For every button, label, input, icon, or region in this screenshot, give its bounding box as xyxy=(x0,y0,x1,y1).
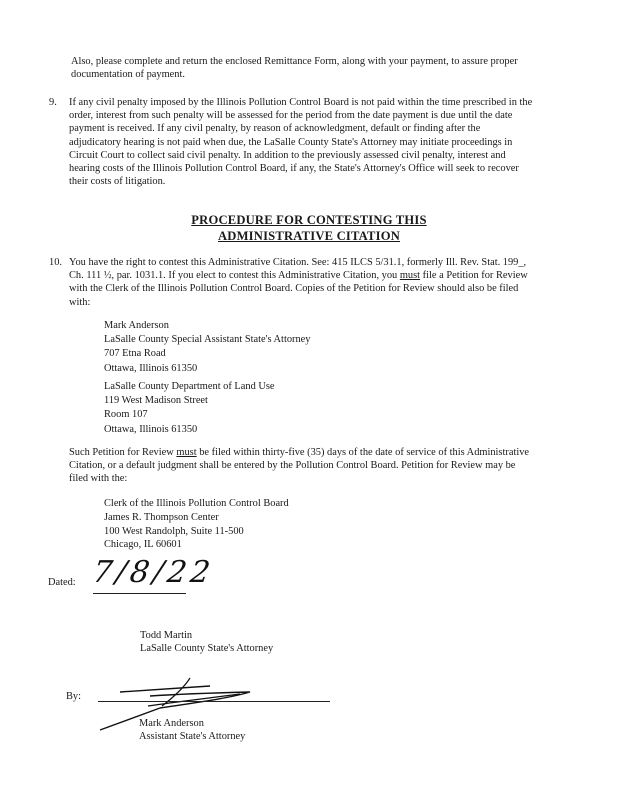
by-label: By: xyxy=(66,691,82,702)
item-9-line: Circuit Court to collect said civil penalty. In addition to the previously assessed civil penalty, interest and xyxy=(69,149,506,161)
intro-line-1: Also, please complete and return the enclosed Remittance Form, along with your payment, to assure proper xyxy=(71,56,518,67)
addressee-street: 100 West Randolph, Suite 11-500 xyxy=(104,525,244,537)
filing-line: filed with the: xyxy=(69,473,128,485)
item-10-paragraph xyxy=(69,256,528,309)
signer-name: Todd Martin xyxy=(140,630,193,641)
signer-name: Mark Anderson xyxy=(139,718,204,729)
item-9-line: order, interest from such penalty will be assessed for the period from the date payment is due until the date xyxy=(69,110,513,122)
dated-label: Dated: xyxy=(48,577,76,588)
item-10-line: with the Clerk of the Illinois Pollution Control Board. Copies of the Petition for Review should also be filed xyxy=(69,283,519,295)
item-10-line: with: xyxy=(69,296,91,308)
addressee-city: Ottawa, Illinois 61350 xyxy=(104,423,198,435)
must-emphasis: must xyxy=(399,270,421,282)
addressee-title: LaSalle County Special Assistant State's Attorney xyxy=(104,334,311,346)
signer-assistant-attorney xyxy=(139,717,245,743)
filing-paragraph xyxy=(69,446,529,486)
item-10-line: You have the right to contest this Administrative Citation. See: 415 ILCS 5/31.1, formerly Ill. Rev. Stat. 199_, xyxy=(69,257,527,268)
must-emphasis: must xyxy=(176,447,197,458)
procedure-heading-line-1: PROCEDURE FOR CONTESTING THIS xyxy=(191,213,427,227)
addressee-street: 707 Etna Road xyxy=(104,348,166,360)
procedure-heading-line-2: ADMINISTRATIVE CITATION xyxy=(218,229,400,243)
addressee-name: Mark Anderson xyxy=(104,320,169,331)
addressee-room: Room 107 xyxy=(104,409,148,421)
address-block-anderson xyxy=(104,319,311,376)
item-10-number: 10. xyxy=(49,257,62,268)
address-block-land-use xyxy=(104,380,275,437)
addressee-city: Chicago, IL 60601 xyxy=(104,539,182,551)
item-9-paragraph xyxy=(69,96,532,188)
item-9-line: their costs of litigation. xyxy=(69,176,166,188)
handwritten-date: 7/8/22 xyxy=(90,555,217,590)
signer-title: LaSalle County State's Attorney xyxy=(140,643,274,655)
item-9-line: adjudicatory hearing is not paid when due, the LaSalle County State's Attorney may initiate proceedings in xyxy=(69,136,513,148)
signature-line xyxy=(98,701,330,702)
signer-title: Assistant State's Attorney xyxy=(139,731,246,743)
filing-line: Citation, or a default judgment shall be entered by the Pollution Control Board. Petition for Review may be xyxy=(69,460,516,472)
item-9-line: payment is received. If any civil penalty, by reason of acknowledgment, default or finding after the xyxy=(69,123,481,135)
addressee-name: Clerk of the Illinois Pollution Control Board xyxy=(104,498,289,509)
item-9-number: 9. xyxy=(49,97,57,108)
item-10-line: Ch. 111 ½, par. 1031.1. If you elect to contest this Administrative Citation, you must file a Petition for Review xyxy=(69,270,528,282)
filing-line: Such Petition for Review must be filed within thirty-five (35) days of the date of service of this Administrative xyxy=(69,447,530,458)
addressee-street: 119 West Madison Street xyxy=(104,395,208,407)
addressee-name: LaSalle County Department of Land Use xyxy=(104,381,275,392)
signer-state-attorney xyxy=(140,629,273,655)
date-underline xyxy=(93,593,186,594)
item-9-line: If any civil penalty imposed by the Illinois Pollution Control Board is not paid within the time prescribed in the xyxy=(69,97,533,108)
addressee-building: James R. Thompson Center xyxy=(104,511,219,523)
address-block-clerk xyxy=(104,497,289,552)
intro-line-2: documentation of payment. xyxy=(71,69,185,80)
item-9-line: hearing costs of the Illinois Pollution Control Board, if any, the State's Attorney's Office will seek to recover xyxy=(69,163,519,175)
addressee-city: Ottawa, Illinois 61350 xyxy=(104,362,198,374)
